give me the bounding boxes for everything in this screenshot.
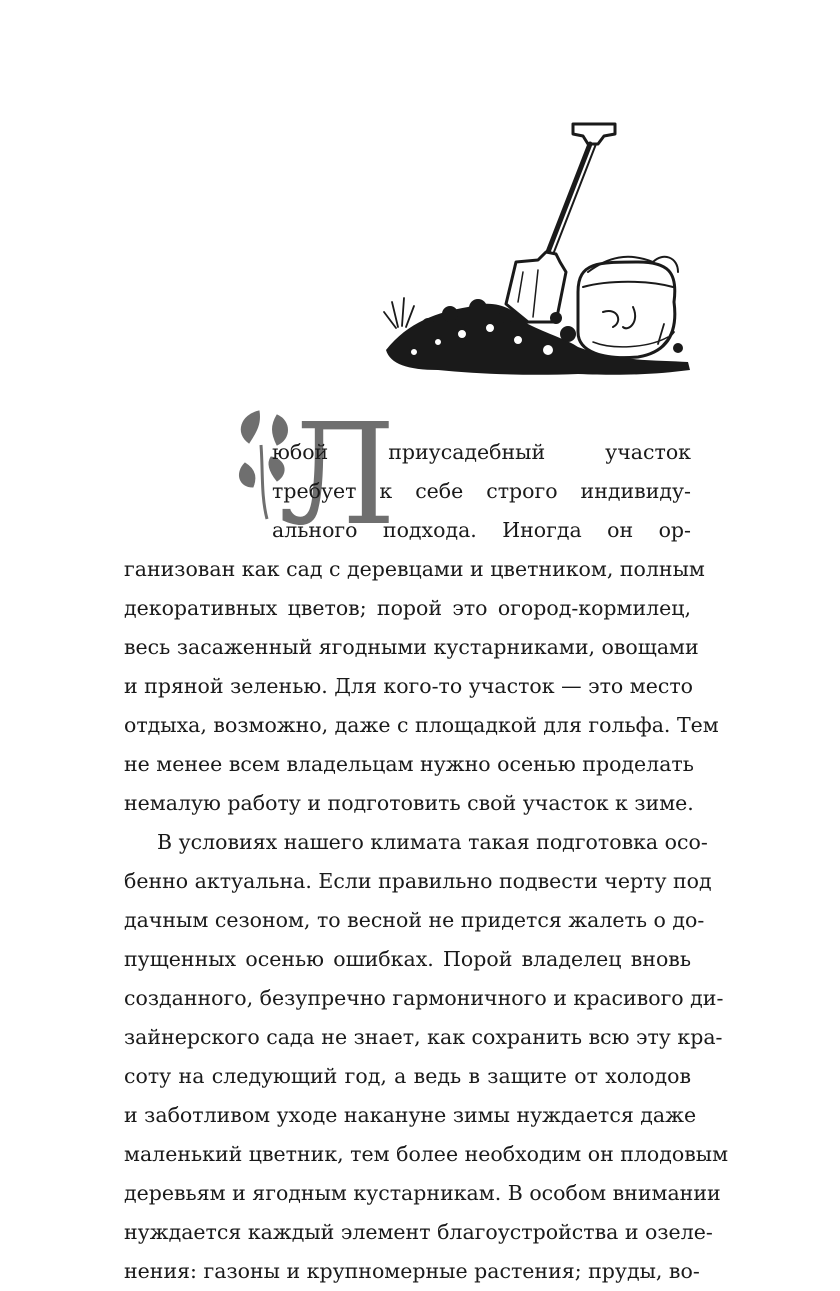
text-line: требует к себе строго индивиду- — [272, 479, 691, 503]
text-line: декоративных цветов; порой это огород-кормилец, — [124, 596, 691, 620]
text-line: зайнерского сада не знает, как сохранить всю эту кра- — [124, 1025, 723, 1049]
text-line: и заботливом уходе накануне зимы нуждается даже — [124, 1103, 697, 1127]
text-line: созданного, безупречно гармоничного и красивого ди- — [124, 986, 724, 1010]
text-line: и пряной зеленью. Для кого-то участок — это место — [124, 674, 694, 698]
text-line: не менее всем владельцам нужно осенью проделать — [124, 752, 694, 776]
shovel-and-soil-sack-illustration — [378, 112, 694, 382]
text-line: маленький цветник, тем более необходим он плодовым — [124, 1142, 729, 1166]
text-line: нуждается каждый элемент благоустройства и озеле- — [124, 1220, 713, 1244]
text-line: ганизован как сад с деревцами и цветником, полным — [124, 557, 705, 581]
drop-cap-letter: Л — [279, 394, 396, 557]
text-line: юбой приусадебный участок — [272, 440, 691, 464]
text-line: пущенных осенью ошибках. Порой владелец вновь — [124, 947, 691, 971]
text-line: дачным сезоном, то весной не придется жалеть о до- — [124, 908, 705, 932]
text-line: В условиях нашего климата такая подготовка осо- — [157, 830, 708, 854]
text-line: соту на следующий год, а ведь в защите от холодов — [124, 1064, 691, 1088]
text-line: ального подхода. Иногда он ор- — [272, 518, 691, 542]
text-line: бенно актуальна. Если правильно подвести черту под — [124, 869, 712, 893]
body-text — [124, 433, 729, 1291]
text-line: отдыха, возможно, даже с площадкой для гольфа. Тем — [124, 713, 719, 737]
text-line: деревьям и ягодным кустарникам. В особом внимании — [124, 1181, 721, 1205]
text-line: весь засаженный ягодными кустарниками, овощами — [124, 635, 699, 659]
text-line: немалую работу и подготовить свой участок к зиме. — [124, 791, 694, 815]
text-line: нения: газоны и крупномерные растения; пруды, во- — [124, 1259, 700, 1283]
